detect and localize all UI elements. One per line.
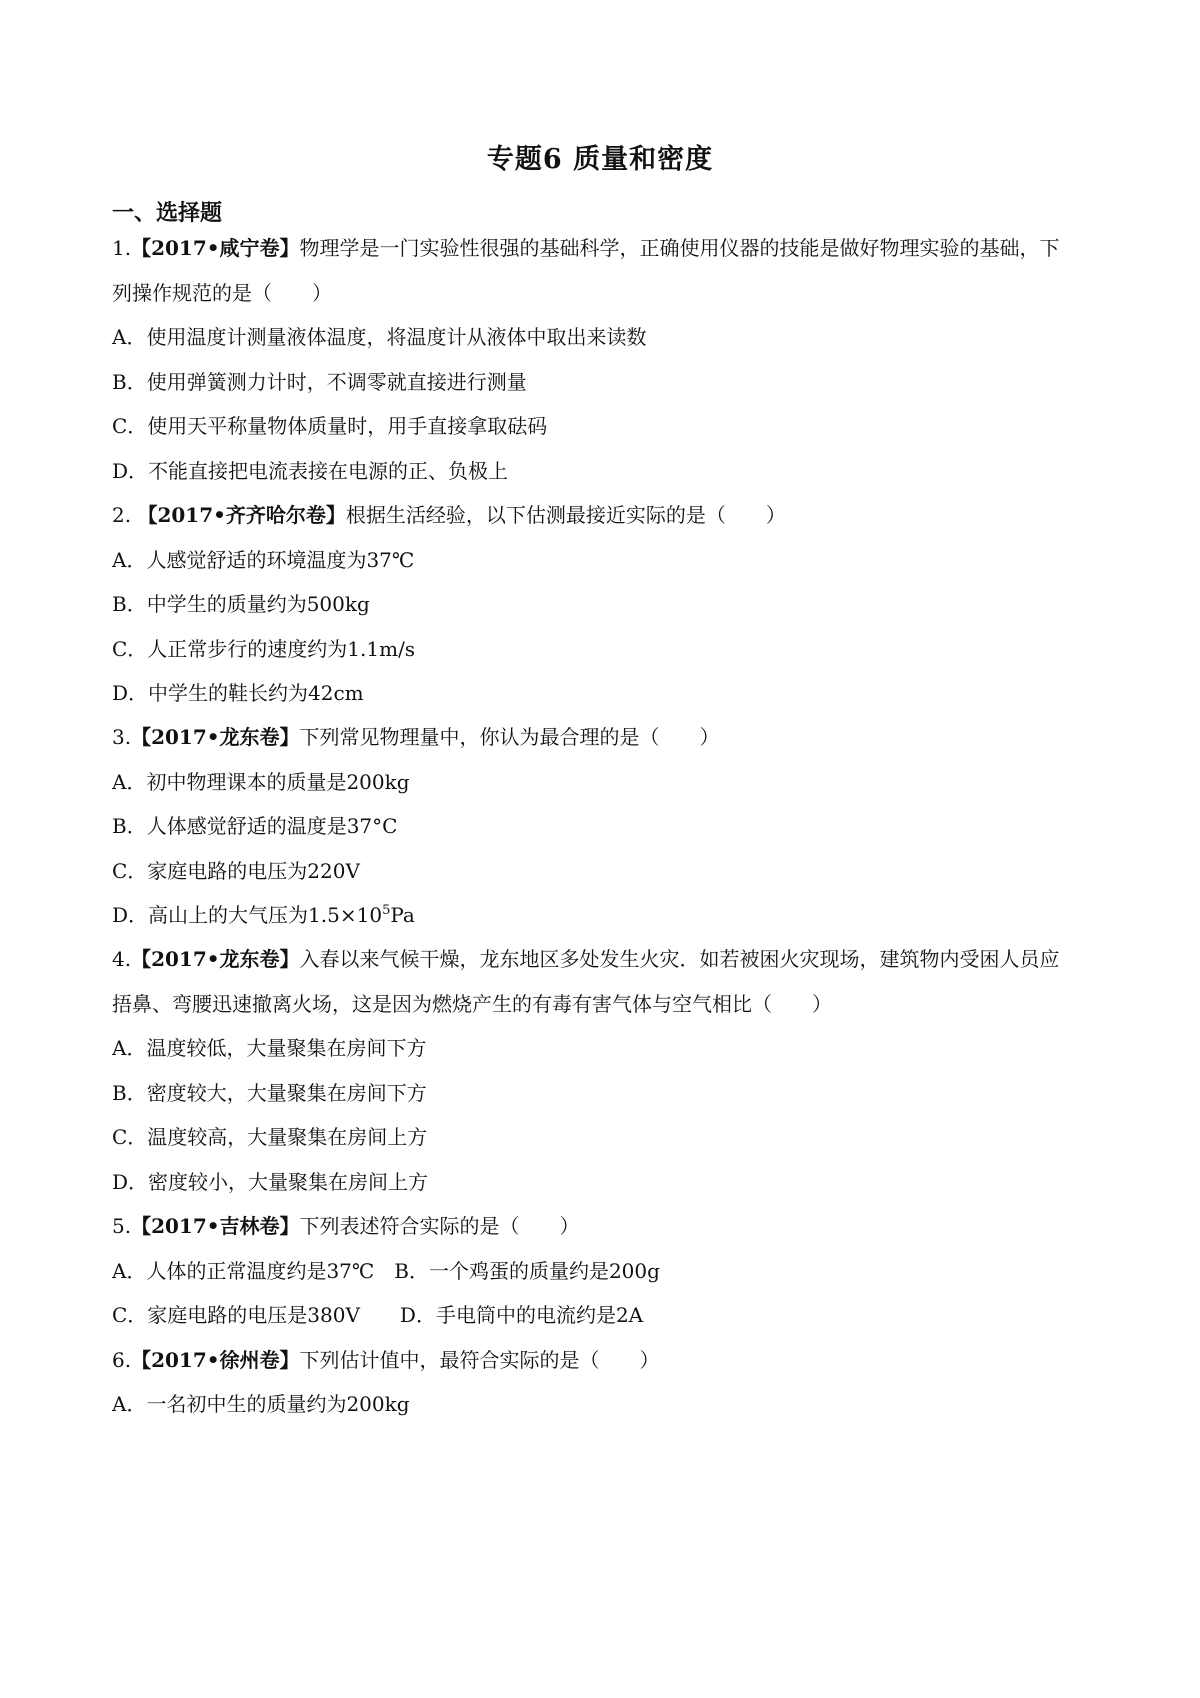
question-2-option-c: C．人正常步行的速度约为1.1m/s <box>112 637 416 661</box>
question-6-stem <box>112 1344 660 1376</box>
question-6-number: 6. <box>112 1348 132 1372</box>
question-2-option-d: D．中学生的鞋长约为42cm <box>112 681 364 705</box>
question-5-options-line1: A．人体的正常温度约是37℃ B．一个鸡蛋的质量约是200g <box>112 1259 660 1283</box>
question-3-option-a: A．初中物理课本的质量是200kg <box>112 770 410 794</box>
question-3-number: 3. <box>112 725 132 749</box>
question-1-option-b: B．使用弹簧测力计时，不调零就直接进行测量 <box>112 370 527 394</box>
question-2-stem-text: 根据生活经验，以下估测最接近实际的是（ ） <box>345 503 786 527</box>
question-1-option-a: A．使用温度计测量液体温度，将温度计从液体中取出来读数 <box>112 325 647 349</box>
question-5-stem <box>112 1210 580 1242</box>
question-3-option-d-exponent: 5 <box>382 903 391 918</box>
question-3-option-d-unit: Pa <box>390 903 415 927</box>
question-3-stem <box>112 721 720 753</box>
question-4-option-c: C．温度较高，大量聚集在房间上方 <box>112 1125 428 1149</box>
question-6-stem-text: 下列估计值中，最符合实际的是（ ） <box>299 1348 660 1372</box>
question-3-option-d <box>112 899 415 931</box>
question-3-option-b: B．人体感觉舒适的温度是37°C <box>112 814 398 838</box>
question-4-source: 【2017•龙东卷】 <box>131 947 300 971</box>
question-4-stem-line1 <box>112 943 1060 975</box>
question-3-source: 【2017•龙东卷】 <box>131 725 300 749</box>
question-4-option-d: D．密度较小，大量聚集在房间上方 <box>112 1170 429 1194</box>
question-6-source: 【2017•徐州卷】 <box>131 1348 300 1372</box>
document-title: 专题6 质量和密度 <box>486 144 714 175</box>
question-1-source: 【2017•咸宁卷】 <box>131 236 300 260</box>
question-3-stem-text: 下列常见物理量中，你认为最合理的是（ ） <box>299 725 720 749</box>
question-5-stem-text: 下列表述符合实际的是（ ） <box>299 1214 580 1238</box>
question-5-source: 【2017•吉林卷】 <box>131 1214 300 1238</box>
question-4-stem-line2: 捂鼻、弯腰迅速撤离火场，这是因为燃烧产生的有毒有害气体与空气相比（ ） <box>112 992 832 1016</box>
question-2-stem <box>112 499 786 531</box>
question-4-number: 4. <box>112 947 132 971</box>
question-2-option-a: A．人感觉舒适的环境温度为37℃ <box>112 548 415 572</box>
question-3-option-c: C．家庭电路的电压为220V <box>112 859 360 883</box>
question-2-source: 【2017•齐齐哈尔卷】 <box>137 503 346 527</box>
question-4-stem-text: 入春以来气候干燥，龙东地区多处发生火灾．如若被困火灾现场，建筑物内受困人员应 <box>299 947 1060 971</box>
question-2-number: 2. <box>112 503 132 527</box>
section-heading: 一、选择题 <box>112 200 223 226</box>
question-1-option-c: C．使用天平称量物体质量时，用手直接拿取砝码 <box>112 414 548 438</box>
question-1-option-d: D．不能直接把电流表接在电源的正、负极上 <box>112 459 509 483</box>
question-4-option-b: B．密度较大，大量聚集在房间下方 <box>112 1081 427 1105</box>
question-1-stem-line1 <box>112 232 1060 264</box>
question-2-option-b: B．中学生的质量约为500kg <box>112 592 370 616</box>
question-1-stem-text: 物理学是一门实验性很强的基础科学，正确使用仪器的技能是做好物理实验的基础，下 <box>299 236 1060 260</box>
question-3-option-d-text: D．高山上的大气压为1.5×10 <box>112 903 383 927</box>
question-1-number: 1. <box>112 236 132 260</box>
question-6-option-a: A．一名初中生的质量约为200kg <box>112 1392 410 1416</box>
question-5-number: 5. <box>112 1214 132 1238</box>
question-5-options-line2: C．家庭电路的电压是380V D．手电筒中的电流约是2A <box>112 1303 644 1327</box>
question-1-stem-line2: 列操作规范的是（ ） <box>112 281 332 305</box>
question-4-option-a: A．温度较低，大量聚集在房间下方 <box>112 1036 427 1060</box>
